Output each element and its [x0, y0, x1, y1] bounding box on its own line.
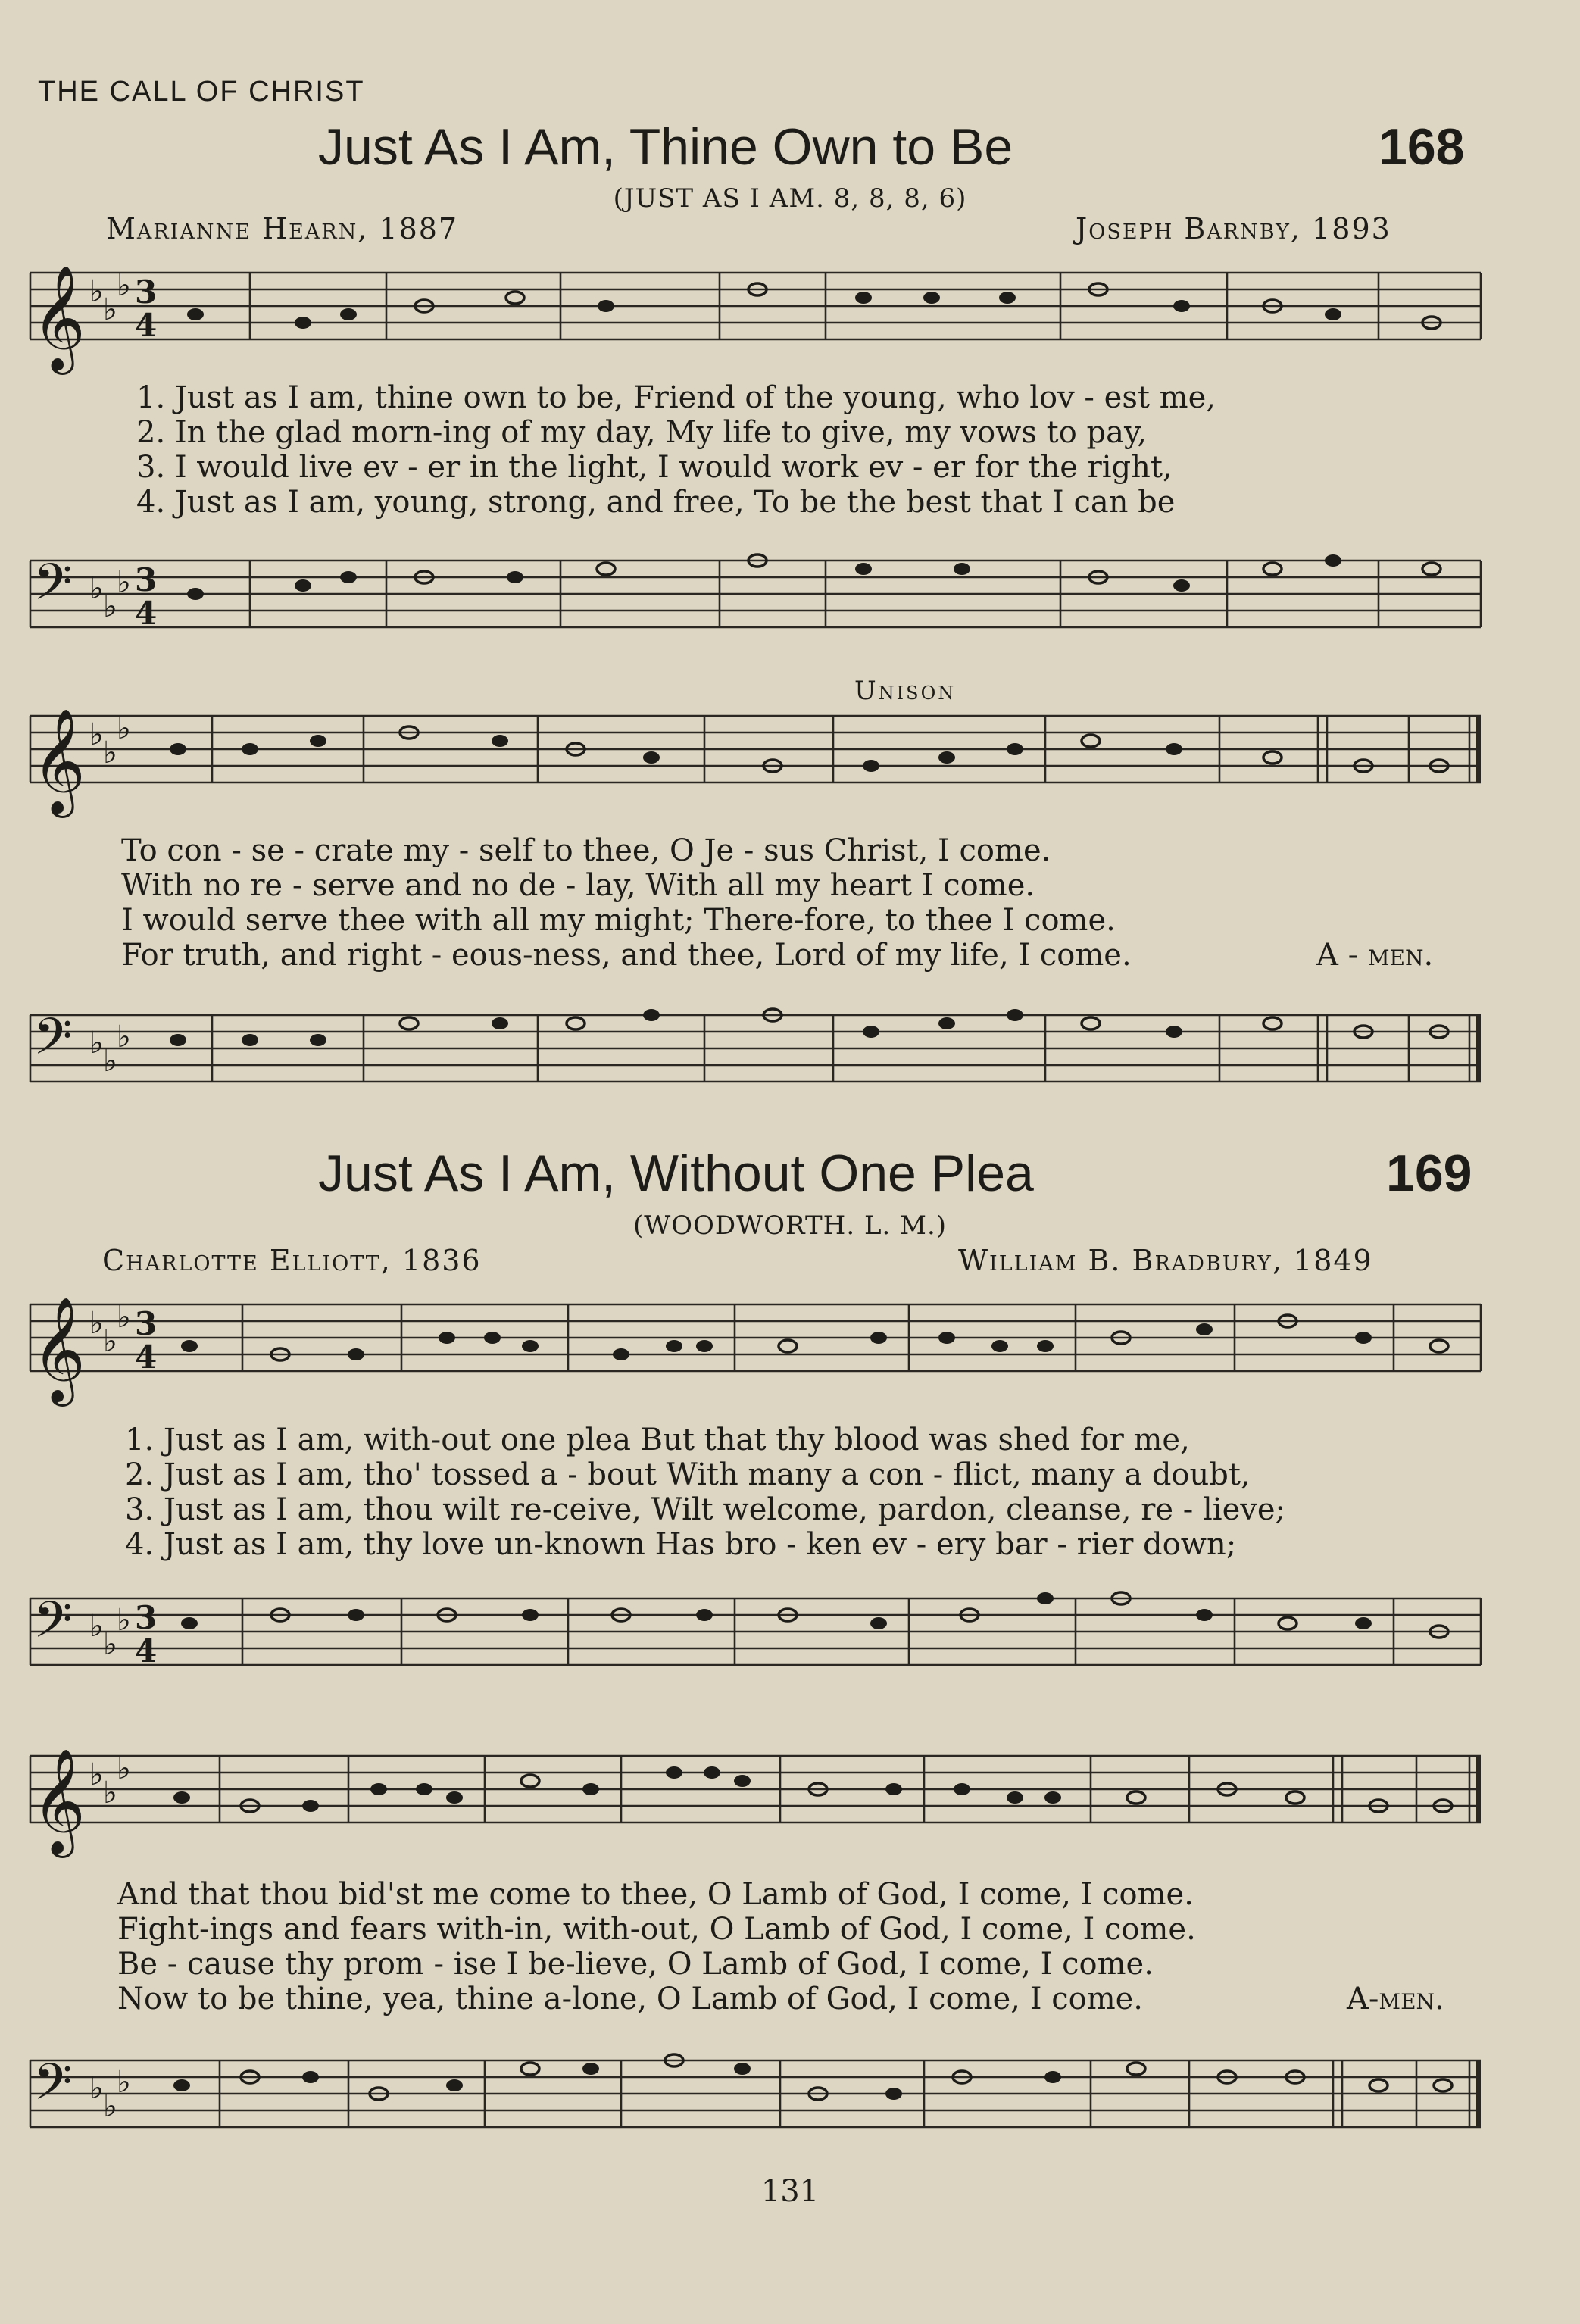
svg-text:♭: ♭: [103, 1627, 117, 1662]
hymn-169-title: Just As I Am, Without One Plea: [318, 1145, 1034, 1202]
hymn-168-unison-marking: Unison: [854, 676, 957, 706]
svg-text:♭: ♭: [89, 1306, 104, 1341]
hymn-169-sys1-verse1: 1. Just as I am, with-out one plea But that thy blood was shed for me,: [125, 1423, 1190, 1457]
hymn-168-music-credit: Joseph Barnby, 1893: [1076, 212, 1391, 245]
svg-text:4: 4: [135, 307, 158, 344]
hymn-168-sys1-verse1: 1. Just as I am, thine own to be, Friend of the young, who lov - est me,: [136, 380, 1216, 415]
svg-text:4: 4: [135, 595, 158, 632]
hymn-168-sys1-verse2: 2. In the glad morn-ing of my day, My life to give, my vows to pay,: [136, 415, 1147, 450]
hymn-169-system2-treble-staff: [30, 1748, 1485, 1854]
svg-text:♭: ♭: [117, 1603, 131, 1638]
svg-text:♭: ♭: [117, 565, 131, 600]
hymn-169-sys1-verse2: 2. Just as I am, tho' tossed a - bout With many a con - flict, many a doubt,: [125, 1457, 1251, 1492]
hymn-168-words-credit: Marianne Hearn, 1887: [106, 212, 459, 245]
svg-text:♭: ♭: [103, 1324, 117, 1359]
svg-text:♭: ♭: [89, 1609, 104, 1644]
hymn-168-sys2-verse3: I would serve thee with all my might; There-fore, to thee I come.: [121, 903, 1116, 938]
hymn-169-tune: (WOODWORTH. L. M.): [632, 1210, 948, 1241]
bass-clef-icon: 𝄢: [33, 553, 73, 623]
hymn-169-sys2-verse2: Fight-ings and fears with-in, with-out, O Lamb of God, I come, I come.: [117, 1912, 1196, 1947]
svg-text:4: 4: [135, 1338, 158, 1376]
hymn-169-amen: A-men.: [1347, 1982, 1444, 2016]
svg-text:♭: ♭: [103, 292, 117, 327]
hymn-169-sys2-verse1: And that thou bid'st me come to thee, O Lamb of God, I come, I come.: [117, 1877, 1194, 1912]
hymn-169-music-credit: William B. Bradbury, 1849: [958, 1244, 1373, 1277]
svg-text:♭: ♭: [117, 711, 131, 746]
svg-text:♭: ♭: [103, 1044, 117, 1079]
hymn-169-sys1-verse3: 3. Just as I am, thou wilt re-ceive, Wilt welcome, pardon, cleanse, re - lieve;: [125, 1492, 1285, 1527]
svg-text:𝄞: 𝄞: [32, 708, 86, 814]
svg-text:♭: ♭: [89, 1757, 104, 1792]
svg-text:3: 3: [135, 1599, 158, 1636]
svg-text:♭: ♭: [89, 1026, 104, 1060]
svg-text:♭: ♭: [89, 571, 104, 606]
hymn-168-sys1-verse3: 3. I would live ev - er in the light, I would work ev - er for the right,: [136, 450, 1173, 485]
hymn-168-sys1-verse4: 4. Just as I am, young, strong, and free, To be the best that I can be: [136, 485, 1176, 520]
hymn-169-sys2-verse3: Be - cause thy prom - ise I be-lieve, O Lamb of God, I come, I come.: [117, 1947, 1154, 1982]
hymn-168-amen: A - men.: [1316, 938, 1434, 973]
hymn-169-words-credit: Charlotte Elliott, 1836: [102, 1244, 482, 1277]
svg-text:3: 3: [135, 561, 158, 598]
hymn-169-system1-treble-staff: [30, 1297, 1485, 1402]
hymn-168-sys2-verse4: For truth, and right - eous-ness, and thee, Lord of my life, I come.: [121, 938, 1132, 973]
svg-text:𝄢: 𝄢: [33, 1007, 73, 1078]
hymn-169-number: 169: [1386, 1145, 1472, 1202]
svg-text:𝄢: 𝄢: [33, 2053, 73, 2123]
page-number: 131: [760, 2174, 820, 2209]
svg-text:♭: ♭: [117, 1751, 131, 1786]
section-header: THE CALL OF CHRIST: [38, 76, 365, 108]
svg-text:♭: ♭: [89, 717, 104, 752]
hymn-168-system2-bass-staff: [30, 1007, 1485, 1106]
svg-text:𝄞: 𝄞: [32, 1748, 86, 1854]
hymn-168-sys2-verse2: With no re - serve and no de - lay, With all my heart I come.: [121, 868, 1035, 903]
svg-text:♭: ♭: [117, 2065, 131, 2100]
svg-text:3: 3: [135, 1305, 158, 1342]
svg-text:♭: ♭: [89, 274, 104, 309]
hymn-169-system2-bass-staff: [30, 2053, 1485, 2151]
svg-text:𝄢: 𝄢: [33, 1591, 73, 1661]
hymn-169-sys2-verse4: Now to be thine, yea, thine a-lone, O Lamb of God, I come, I come.: [117, 1982, 1144, 2016]
svg-text:𝄞: 𝄞: [32, 1297, 86, 1402]
svg-text:♭: ♭: [117, 268, 131, 303]
svg-text:♭: ♭: [103, 2089, 117, 2124]
svg-text:♭: ♭: [103, 1776, 117, 1810]
hymn-168-tune: (JUST AS I AM. 8, 8, 8, 6): [613, 183, 967, 214]
svg-text:3: 3: [135, 273, 158, 311]
hymn-168-sys2-verse1: To con - se - crate my - self to thee, O Je - sus Christ, I come.: [121, 833, 1051, 868]
hymn-169-sys1-verse4: 4. Just as I am, thy love un-known Has bro - ken ev - ery bar - rier down;: [125, 1527, 1237, 1562]
hymn-168-system1-bass-staff: [30, 553, 1485, 651]
svg-text:4: 4: [135, 1632, 158, 1670]
treble-clef-icon: 𝄞: [32, 265, 86, 370]
svg-text:♭: ♭: [103, 589, 117, 624]
hymn-169-system1-bass-staff: [30, 1591, 1485, 1689]
svg-text:♭: ♭: [117, 1020, 131, 1054]
svg-text:♭: ♭: [117, 1300, 131, 1335]
hymn-168-system2-treble-staff: [30, 708, 1485, 814]
hymn-168-title: Just As I Am, Thine Own to Be: [318, 118, 1013, 176]
hymn-168-number: 168: [1379, 118, 1465, 176]
svg-text:♭: ♭: [103, 736, 117, 770]
svg-text:♭: ♭: [89, 2071, 104, 2106]
hymn-168-system1-treble-staff: [30, 265, 1485, 370]
